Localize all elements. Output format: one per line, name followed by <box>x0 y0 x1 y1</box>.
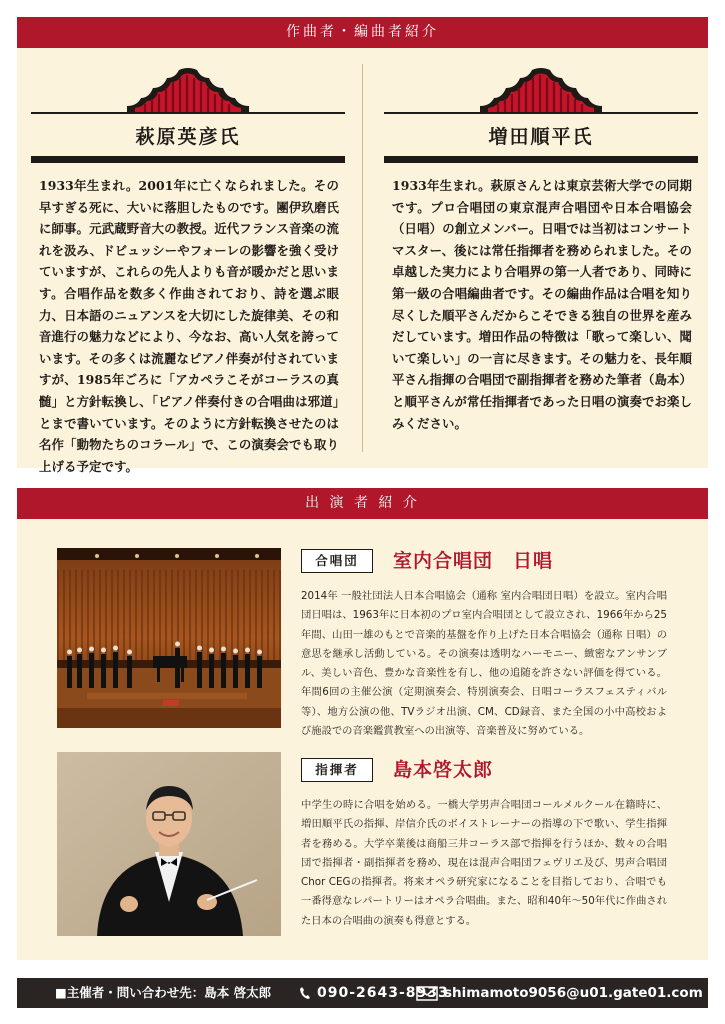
phone-icon <box>299 986 311 1000</box>
contact-footer <box>17 978 708 1008</box>
email-contact[interactable] <box>416 978 703 1008</box>
choir-info <box>301 549 667 741</box>
column-divider <box>362 64 363 452</box>
composer-name: 増田順平氏 <box>488 126 594 148</box>
composer-bio: 1933年生まれ。萩原さんとは東京芸術大学での同期です。プロ合唱団の東京混声合唱団や日本合唱協会（日唱）の創立メンバー。日唱では当初はコンサートマスター、後には常任指揮者を務められました。その卓越した実力により合唱界の第一人者であり、同時に第一級の合唱編曲者です。その編曲作品は合唱を知り尽くした順平さんだからこそできる独自の世界を産みだしています。増田作品の特徴は「歌って楽しい、聞いて楽しい」の一言に尽きます。その魅力を、長年順平さん指揮の合唱団で副指揮者を務めた筆者（島本）と順平さんが常任指揮者であった日唱の演奏でお楽しみください。 <box>392 178 692 431</box>
choir-description: 2014年 一般社団法人日本合唱協会（通称 室内合唱団日唱）を設立。室内合唱団日唱は、1963年に日本初のプロ室内合唱団として設立され、1966年から25年間、山田一雄のもとで音楽的基盤を作り上げた日本合唱協会（通称 日唱）の意思を継承し活動している。その演奏は透明なハーモニー、緻密なアンサンブル、美しい音色、豊かな音楽性を有し、他の追随を許さない評価を得ている。年間6回の主催公演（定期演奏会、特別演奏会、日唱コーラスフェスティバル等）、地方公演の他、TVラジオ出演、CM、CD録音、また全国の小中高校および施設での音楽鑑賞教室への出演等、音楽普及に努めている。 <box>301 590 667 738</box>
envelope-icon <box>416 986 438 1001</box>
choir-photo <box>57 548 281 728</box>
composer-name: 萩原英彦氏 <box>135 126 241 148</box>
composer-left <box>29 66 347 477</box>
performers-section-header <box>17 488 708 519</box>
composers-panel <box>17 48 708 474</box>
organizer-label: ■主催者・問い合わせ先：島本 啓太郎 <box>55 985 272 1000</box>
conductor-info <box>301 758 667 931</box>
name-bottom-bar <box>31 156 345 163</box>
conductor-photo <box>57 752 281 936</box>
composer-bio: 1933年生まれ。2001年に亡くなられました。その早すぎる死に、大いに落胆したものです。團伊玖磨氏に師事。元武蔵野音大の教授。近代フランス音楽の流れを汲み、ドビュッシーやフォーレの影響を強く受けていますが、これらの先人よりも音が暖かだと思います。合唱作品を数多く作曲されており、詩を選ぶ眼力、日本語のニュアンスを大切にした旋律美、その和音進行の魅力などにより、今なお、高い人気を誇っています。その多くは流麗なピアノ伴奏が付されていますが、1985年ごろに「アカペラこそがコーラスの真髄」と方針転換し、「ピアノ伴奏付きの合唱曲は邪道」とまで書いています。そのように方針転換させたのは名作「動物たちのコラール」で、この演奏会でも取り上げる予定です。 <box>39 178 339 474</box>
conductor-description: 中学生の時に合唱を始める。一橋大学男声合唱団コールメルクール在籍時に、増田順平氏の指揮、岸信介氏のボイストレーナーの指導の下で歌い、学生指揮者を務める。大学卒業後は商船三井コーラス部で指揮を行うほか、数々の合唱団で指揮者・副指揮者を務め、現在は混声合唱団フェヴリエ及び、男声合唱団Chor CEGの指揮者。将来オペラ研究家になることを目指しており、合唱でも一番得意なレパートリーはオペラ合唱曲。また、昭和40年〜50年代に作曲された日本の合唱曲の演奏も得意とする。 <box>301 799 667 927</box>
composers-section-title: 作曲者・編曲者紹介 <box>286 24 439 40</box>
performers-section-title: 出 演 者 紹 介 <box>305 495 420 511</box>
theatre-roof-icon <box>123 66 253 112</box>
conductor-name: 島本啓太郎 <box>393 759 494 781</box>
conductor-tag: 指揮者 <box>301 758 373 782</box>
composers-section-header <box>17 17 708 48</box>
performers-panel <box>17 519 708 960</box>
email-address: shimamoto9056@u01.gate01.com <box>444 985 703 1001</box>
composer-right <box>382 66 700 434</box>
name-bottom-bar <box>384 156 698 163</box>
phone-number: 090-2643-8933 <box>317 985 449 1001</box>
choir-name: 室内合唱団 日唱 <box>393 550 554 572</box>
theatre-roof-icon <box>476 66 606 112</box>
choir-tag: 合唱団 <box>301 549 373 573</box>
